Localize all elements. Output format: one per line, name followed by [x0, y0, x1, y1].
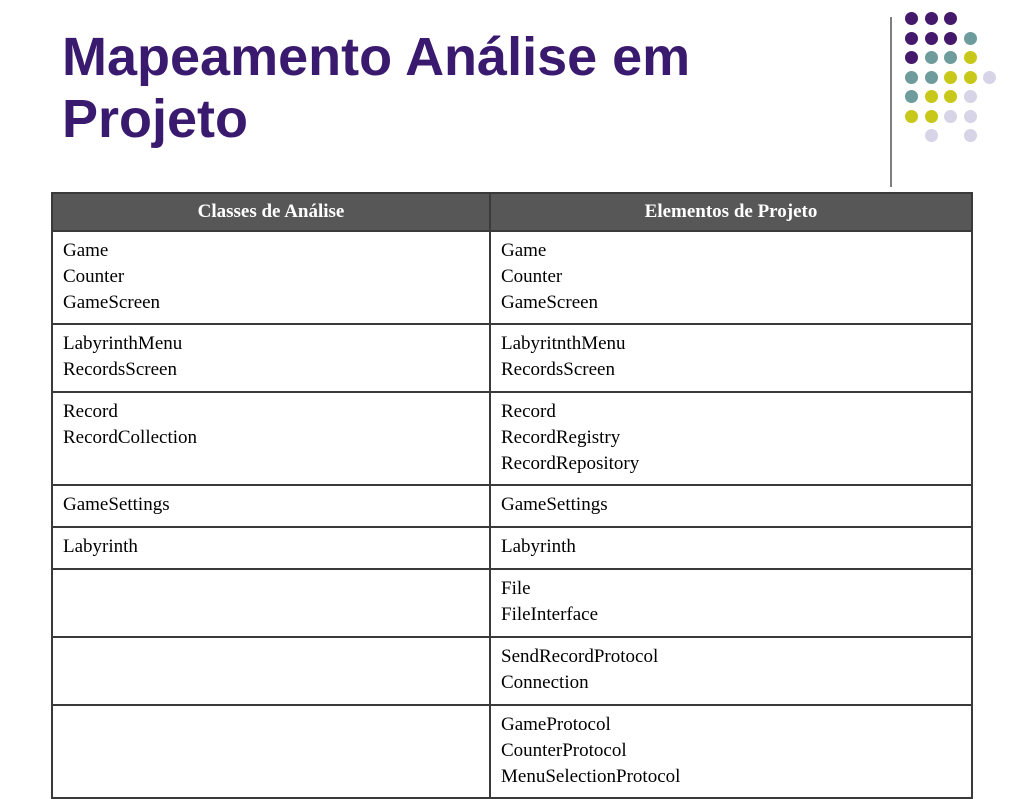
decorative-dot [905, 32, 918, 45]
decorative-dot [983, 71, 996, 84]
table-body [52, 231, 972, 798]
design-element-name: LabyritnthMenu [501, 333, 626, 355]
table-row [52, 569, 972, 637]
decorative-dot [925, 110, 938, 123]
design-element-name: Counter [501, 265, 563, 287]
design-element-name: GameScreen [501, 291, 599, 313]
design-element-name: FileInterface [501, 603, 599, 625]
decorative-dot [944, 32, 957, 45]
decorative-dot [944, 110, 957, 123]
analysis-class-name: GameSettings [63, 494, 170, 516]
design-element-cell [490, 324, 972, 392]
slide-title-line-2: Projeto [62, 89, 249, 149]
analysis-class-name: Game [63, 240, 109, 261]
decorative-dot [964, 51, 977, 64]
design-element-name: Labyrinth [501, 536, 576, 558]
decorative-dot [964, 110, 977, 123]
design-element-name: GameSettings [501, 494, 608, 516]
slide-title [62, 26, 862, 150]
slide-title-line-1: Mapeamento Análise em [62, 27, 691, 87]
decorative-dot [925, 32, 938, 45]
design-element-name: Game [501, 240, 547, 261]
decorative-dot [964, 71, 977, 84]
decorative-dot [925, 129, 938, 142]
analysis-class-cell [52, 324, 490, 392]
analysis-class-name: GameScreen [63, 291, 161, 313]
decorative-dot [925, 71, 938, 84]
decorative-dot [905, 71, 918, 84]
decorative-dot [905, 110, 918, 123]
table-row [52, 705, 972, 798]
decorative-dot [964, 90, 977, 103]
table-row [52, 527, 972, 569]
decorative-dot [925, 12, 938, 25]
design-element-name: File [501, 577, 531, 599]
analysis-class-name: Record [63, 400, 118, 422]
decorative-dot [905, 90, 918, 103]
design-element-cell [490, 485, 972, 527]
table-row [52, 637, 972, 705]
decorative-dot [905, 12, 918, 25]
analysis-class-cell [52, 705, 490, 798]
design-element-cell [490, 569, 972, 637]
analysis-class-cell [52, 569, 490, 637]
design-element-name: RecordRepository [501, 452, 640, 474]
mapping-table [51, 192, 973, 799]
design-element-name: RecordsScreen [501, 359, 615, 381]
decorative-dot [925, 51, 938, 64]
decorative-dot [964, 129, 977, 142]
decorative-dot [944, 90, 957, 103]
analysis-class-name: RecordsScreen [63, 359, 177, 381]
table-row [52, 392, 972, 485]
table-row [52, 231, 972, 324]
decorative-dot [944, 12, 957, 25]
design-element-name: CounterProtocol [501, 739, 627, 761]
design-element-cell [490, 231, 972, 324]
design-element-cell [490, 705, 972, 798]
header-analysis-classes: Classes de Análise [52, 193, 490, 231]
decorative-dot [925, 90, 938, 103]
analysis-class-cell [52, 637, 490, 705]
decorative-dot-grid [905, 12, 1005, 172]
design-element-name: RecordRegistry [501, 426, 621, 448]
table-header-row [52, 193, 972, 231]
decorative-dot [964, 32, 977, 45]
design-element-cell [490, 527, 972, 569]
design-element-name: GameProtocol [501, 713, 611, 735]
design-element-name: SendRecordProtocol [501, 645, 659, 667]
analysis-class-name: Counter [63, 265, 125, 287]
analysis-class-name: Labyrinth [63, 536, 138, 558]
analysis-class-cell [52, 231, 490, 324]
analysis-class-name: RecordCollection [63, 426, 198, 448]
design-element-name: Record [501, 400, 556, 422]
analysis-class-cell [52, 527, 490, 569]
analysis-class-name: LabyrinthMenu [63, 333, 183, 355]
analysis-class-cell [52, 392, 490, 485]
design-element-cell [490, 637, 972, 705]
decorative-dot [905, 51, 918, 64]
design-element-cell [490, 392, 972, 485]
decorative-dot [944, 51, 957, 64]
design-element-name: MenuSelectionProtocol [501, 765, 681, 787]
table-row [52, 485, 972, 527]
table-row [52, 324, 972, 392]
decorative-dot [944, 71, 957, 84]
header-design-elements: Elementos de Projeto [490, 193, 972, 231]
analysis-class-cell [52, 485, 490, 527]
design-element-name: Connection [501, 671, 589, 693]
decorative-divider [890, 17, 892, 187]
